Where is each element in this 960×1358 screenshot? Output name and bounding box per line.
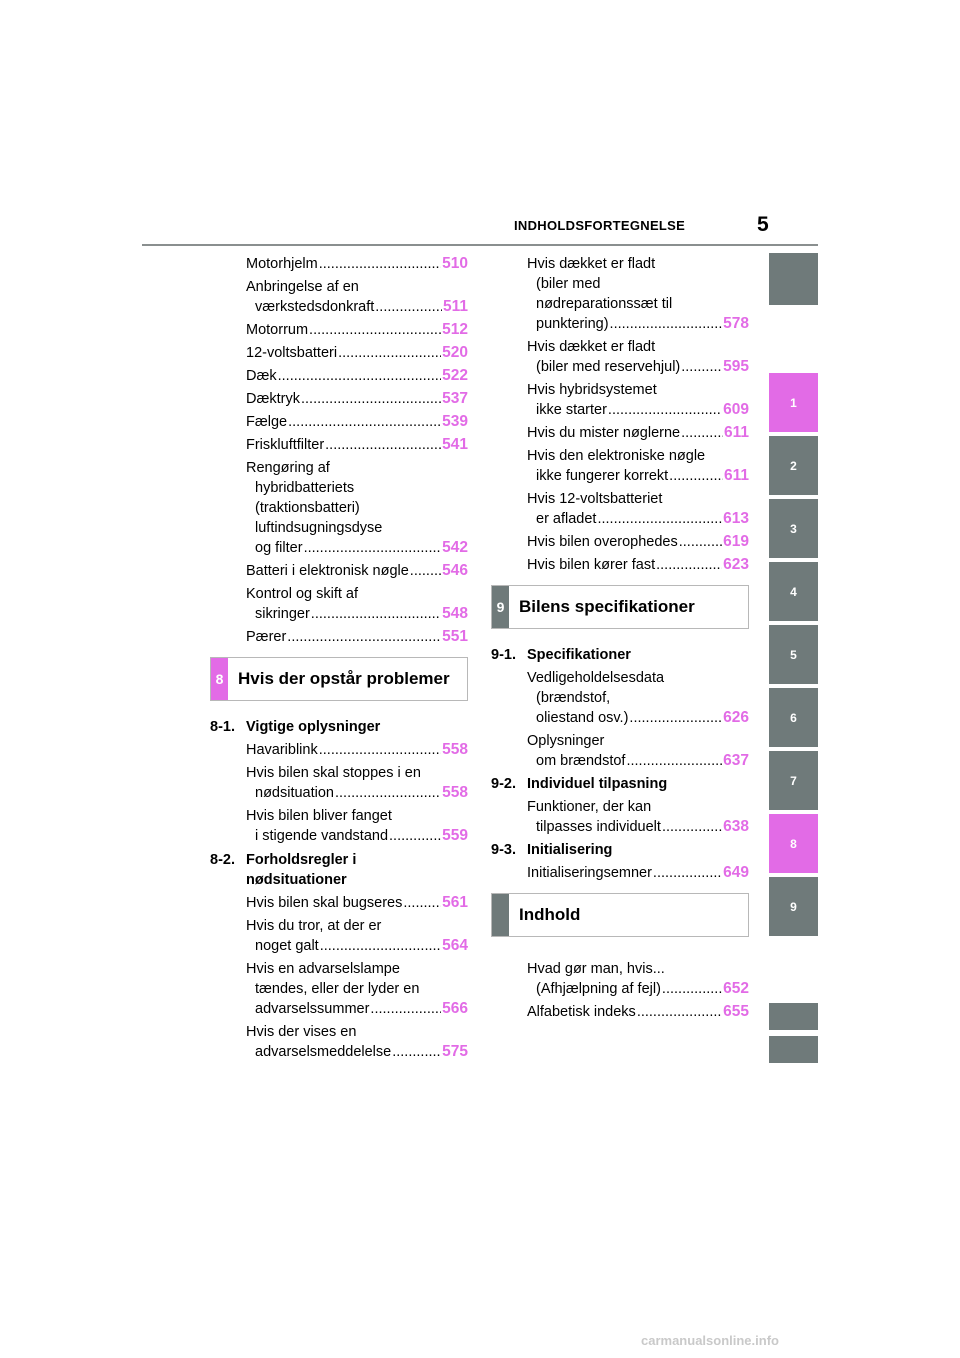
toc-entry-text: advarselsmeddelelse (255, 1044, 392, 1060)
toc-entry-text: Vedligeholdelsesdata (527, 670, 665, 686)
header-rule (142, 244, 818, 246)
leader-dots (389, 826, 441, 846)
toc-entry[interactable] (210, 389, 468, 409)
leader-dots (662, 979, 722, 999)
toc-entry[interactable] (491, 731, 749, 771)
toc-entry-text: Rengøring af (246, 460, 330, 476)
section-heading-9-1 (491, 645, 749, 665)
chapter-tab-1[interactable]: 1 (769, 373, 818, 432)
toc-page-link[interactable]: 655 (723, 1003, 749, 1020)
leader-dots (309, 320, 441, 340)
toc-entry-text: sikringer (255, 606, 310, 622)
toc-page-link[interactable]: 561 (442, 894, 468, 911)
leader-dots (610, 314, 723, 334)
toc-page-link[interactable]: 548 (442, 605, 468, 622)
section-number: 9-3. (491, 842, 516, 858)
toc-entry-text: og filter (255, 540, 303, 556)
toc-entry-text: (biler med reservehjul) (536, 359, 681, 375)
toc-entry-text: nødsituation (255, 785, 334, 801)
toc-entry-text: Hvis bilen skal stoppes i en (246, 765, 421, 781)
toc-entry-text: Hvis hybridsystemet (527, 382, 657, 398)
leader-dots (370, 999, 441, 1019)
leader-dots (287, 627, 441, 647)
toc-entry[interactable] (210, 277, 468, 317)
toc-entry[interactable] (210, 320, 468, 340)
leader-dots (375, 297, 442, 317)
toc-entry-text: Hvis dækket er fladt (527, 339, 656, 355)
toc-page-link[interactable]: 623 (723, 556, 749, 573)
section-number: 8-2. (210, 852, 235, 868)
leader-dots (335, 783, 441, 803)
header-title: INDHOLDSFORTEGNELSE (514, 218, 686, 233)
chapter-title: Bilens specifikationer (519, 597, 695, 616)
toc-page-link[interactable]: 542 (442, 539, 468, 556)
section-heading-9-3 (491, 840, 749, 860)
toc-entry[interactable] (210, 561, 468, 581)
toc-entry-text: noget galt (255, 938, 319, 954)
toc-page-link[interactable]: 611 (723, 467, 749, 484)
leader-dots (410, 561, 441, 581)
toc-page-link[interactable]: 551 (442, 628, 468, 645)
toc-entry-text: Funktioner, der kan (527, 799, 652, 815)
toc-group (210, 893, 468, 1062)
toc-entry-text: Hvis bilen bliver fanget (246, 808, 392, 824)
toc-entry-text: (Afhjælpning af fejl) (536, 981, 661, 997)
toc-page-link[interactable]: 609 (723, 401, 749, 418)
chapter-tab-8[interactable]: 8 (769, 814, 818, 873)
toc-entry-text: er afladet (536, 511, 597, 527)
leader-dots (319, 740, 441, 760)
toc-entry[interactable] (491, 555, 749, 575)
section-heading-8-2 (210, 850, 468, 890)
toc-entry[interactable] (491, 423, 749, 443)
toc-entry[interactable] (491, 959, 749, 999)
leader-dots (278, 366, 442, 386)
leader-dots (681, 357, 722, 377)
toc-entry-text: ikke fungerer korrekt (536, 468, 669, 484)
toc-entry[interactable] (491, 668, 749, 728)
chapter-heading-index[interactable] (491, 893, 749, 937)
toc-entry-text: Pærer (246, 629, 287, 645)
toc-group (491, 254, 749, 575)
toc-entry-text: Hvis der vises en (246, 1024, 357, 1040)
toc-page-link[interactable]: 512 (442, 321, 468, 338)
toc-page-link[interactable]: 539 (442, 413, 468, 430)
chapter-tab-7[interactable]: 7 (769, 751, 818, 810)
toc-entry[interactable] (491, 863, 749, 883)
chapter-tab-5[interactable]: 5 (769, 625, 818, 684)
chapter-tab-9[interactable]: 9 (769, 877, 818, 936)
leader-dots (653, 863, 722, 883)
toc-page-link[interactable]: 511 (442, 298, 468, 315)
section-number: 9-1. (491, 647, 516, 663)
toc-entry-text: (biler med (536, 276, 601, 292)
leader-dots (301, 389, 441, 409)
section-title: Initialisering (527, 842, 613, 858)
toc-page-link[interactable]: 637 (723, 752, 749, 769)
toc-entry-text: hybridbatteriets (255, 480, 355, 496)
toc-page-link[interactable]: 510 (442, 255, 468, 272)
toc-page-link[interactable]: 558 (442, 784, 468, 801)
toc-entry[interactable] (491, 446, 749, 486)
toc-entry-text: nødreparationssæt til (536, 296, 673, 312)
toc-entry[interactable] (210, 893, 468, 913)
leader-dots (626, 751, 722, 771)
chapter-title: Indhold (519, 905, 581, 924)
chapter-tab-blank[interactable] (769, 1003, 818, 1030)
leader-dots (320, 936, 441, 956)
toc-page-link[interactable]: 541 (442, 436, 468, 453)
leader-dots (608, 400, 722, 420)
section-title-line: nødsituationer (246, 872, 347, 888)
toc-entry[interactable] (210, 435, 468, 455)
chapter-number: 8 (211, 658, 228, 700)
leader-dots (392, 1042, 441, 1062)
toc-entry-text: Dæktryk (246, 391, 300, 407)
toc-entry[interactable] (210, 343, 468, 363)
toc-entry-text: 12-voltsbatteri (246, 345, 338, 361)
toc-group (210, 740, 468, 846)
chapter-tab-blank[interactable] (769, 1036, 818, 1063)
toc-entry-text: Batteri i elektronisk nøgle (246, 563, 409, 579)
chapter-tab-blank[interactable] (769, 253, 818, 305)
toc-entry-text: luftindsugningsdyse (255, 520, 383, 536)
toc-entry-text: Friskluftfilter (246, 437, 325, 453)
toc-page-link[interactable]: 559 (442, 827, 468, 844)
toc-entry-text: Hvis du mister nøglerne (527, 425, 681, 441)
toc-page-link[interactable]: 522 (442, 367, 468, 384)
toc-page-link[interactable]: 558 (442, 741, 468, 758)
chapter-number: 9 (492, 586, 509, 628)
toc-page-link[interactable]: 619 (723, 533, 749, 550)
toc-entry-text: (brændstof, (536, 690, 611, 706)
toc-entry-text: Alfabetisk indeks (527, 1004, 636, 1020)
toc-entry-text: Motorhjelm (246, 256, 318, 272)
toc-entry-text: Oplysninger (527, 733, 605, 749)
toc-entry[interactable] (491, 337, 749, 377)
toc-entry[interactable] (491, 254, 749, 334)
toc-entry-text: tændes, eller der lyder en (255, 981, 420, 997)
toc-entry-text: om brændstof (536, 753, 626, 769)
toc-page-link[interactable]: 546 (442, 562, 468, 579)
toc-entry-text: Initialiseringsemner (527, 865, 652, 881)
toc-entry-text: Kontrol og skift af (246, 586, 359, 602)
leader-dots (679, 532, 722, 552)
toc-entry[interactable] (210, 1022, 468, 1062)
leader-dots (637, 1002, 722, 1022)
toc-page-link[interactable]: 652 (723, 980, 749, 997)
toc-entry-text: Hvis en advarselslampe (246, 961, 400, 977)
leader-dots (338, 343, 441, 363)
toc-right-column (491, 254, 749, 1025)
section-title: Individuel tilpasning (527, 776, 668, 792)
toc-entry[interactable] (210, 763, 468, 803)
toc-page-link[interactable]: 578 (723, 315, 749, 332)
page-number: 5 (757, 213, 769, 236)
leader-dots (669, 466, 723, 486)
section-title-line: Forholdsregler i (246, 852, 357, 868)
chapter-tab-6[interactable]: 6 (769, 688, 818, 747)
leader-dots (288, 412, 441, 432)
toc-page-link[interactable]: 520 (442, 344, 468, 361)
leader-dots (319, 254, 441, 274)
toc-entry-text: Hvis dækket er fladt (527, 256, 656, 272)
section-heading-9-2 (491, 774, 749, 794)
toc-group (491, 668, 749, 771)
toc-entry-text: Hvis bilen overophedes (527, 534, 678, 550)
leader-dots (681, 423, 723, 443)
toc-page-link[interactable]: 626 (723, 709, 749, 726)
toc-group (210, 254, 468, 647)
toc-entry[interactable] (210, 627, 468, 647)
chapter-marker (492, 894, 509, 936)
toc-entry-text: Fælge (246, 414, 288, 430)
section-title: Vigtige oplysninger (246, 719, 381, 735)
toc-entry-text: advarselssummer (255, 1001, 370, 1017)
toc-page-link[interactable]: 611 (723, 424, 749, 441)
watermark: carmanualsonline.info (641, 1333, 779, 1348)
toc-entry[interactable] (491, 1002, 749, 1022)
toc-entry[interactable] (210, 412, 468, 432)
toc-entry-text: Havariblink (246, 742, 318, 758)
section-number: 8-1. (210, 719, 235, 735)
toc-entry-text: Hvis bilen kører fast (527, 557, 656, 573)
toc-page-link[interactable]: 566 (442, 1000, 468, 1017)
toc-left-column (210, 254, 468, 1065)
chapter-tab-2[interactable]: 2 (769, 436, 818, 495)
leader-dots (629, 708, 722, 728)
toc-entry-text: ikke starter (536, 402, 607, 418)
toc-entry-text: værkstedsdonkraft (255, 299, 375, 315)
toc-entry-text: Hvis bilen skal bugseres (246, 895, 403, 911)
toc-entry[interactable] (210, 806, 468, 846)
leader-dots (662, 817, 722, 837)
chapter-title: Hvis der opstår problemer (238, 669, 450, 688)
toc-entry[interactable] (210, 254, 468, 274)
toc-entry[interactable] (491, 532, 749, 552)
section-title: Specifikationer (527, 647, 631, 663)
toc-entry[interactable] (491, 489, 749, 529)
toc-group (491, 959, 749, 1022)
leader-dots (325, 435, 441, 455)
toc-entry-text: Hvad gør man, hvis... (527, 961, 665, 977)
chapter-heading-9[interactable] (491, 585, 749, 629)
toc-entry-text: Motorrum (246, 322, 309, 338)
chapter-tab-4[interactable]: 4 (769, 562, 818, 621)
section-heading-8-1 (210, 717, 468, 737)
toc-entry-text: Hvis den elektroniske nøgle (527, 448, 706, 464)
toc-group (491, 863, 749, 883)
toc-entry-text: oliestand osv.) (536, 710, 629, 726)
toc-entry-text: Hvis 12-voltsbatteriet (527, 491, 663, 507)
toc-entry[interactable] (210, 458, 468, 558)
toc-entry[interactable] (210, 584, 468, 624)
toc-entry[interactable] (491, 380, 749, 420)
toc-entry-text: (traktionsbatteri) (255, 500, 360, 516)
toc-entry-text: tilpasses individuelt (536, 819, 661, 835)
toc-entry-text: Dæk (246, 368, 277, 384)
toc-page-link[interactable]: 595 (723, 358, 749, 375)
toc-entry[interactable] (210, 740, 468, 760)
leader-dots (597, 509, 722, 529)
toc-entry-text: Anbringelse af en (246, 279, 359, 295)
toc-entry-text: Hvis du tror, at der er (246, 918, 382, 934)
section-number: 9-2. (491, 776, 516, 792)
leader-dots (656, 555, 722, 575)
toc-entry[interactable] (210, 366, 468, 386)
leader-dots (403, 893, 441, 913)
chapter-tab-3[interactable]: 3 (769, 499, 818, 558)
toc-page-link[interactable]: 537 (442, 390, 468, 407)
toc-page-link[interactable]: 638 (723, 818, 749, 835)
toc-page-link[interactable]: 575 (442, 1043, 468, 1060)
leader-dots (311, 604, 441, 624)
leader-dots (304, 538, 442, 558)
toc-entry[interactable] (210, 916, 468, 956)
toc-entry[interactable] (491, 797, 749, 837)
toc-entry-text: i stigende vandstand (255, 828, 389, 844)
toc-group (491, 797, 749, 837)
chapter-heading-8[interactable] (210, 657, 468, 701)
toc-page-link[interactable]: 649 (723, 864, 749, 881)
toc-entry[interactable] (210, 959, 468, 1019)
toc-entry-text: punktering) (536, 316, 609, 332)
toc-page-link[interactable]: 613 (723, 510, 749, 527)
toc-page-link[interactable]: 564 (442, 937, 468, 954)
